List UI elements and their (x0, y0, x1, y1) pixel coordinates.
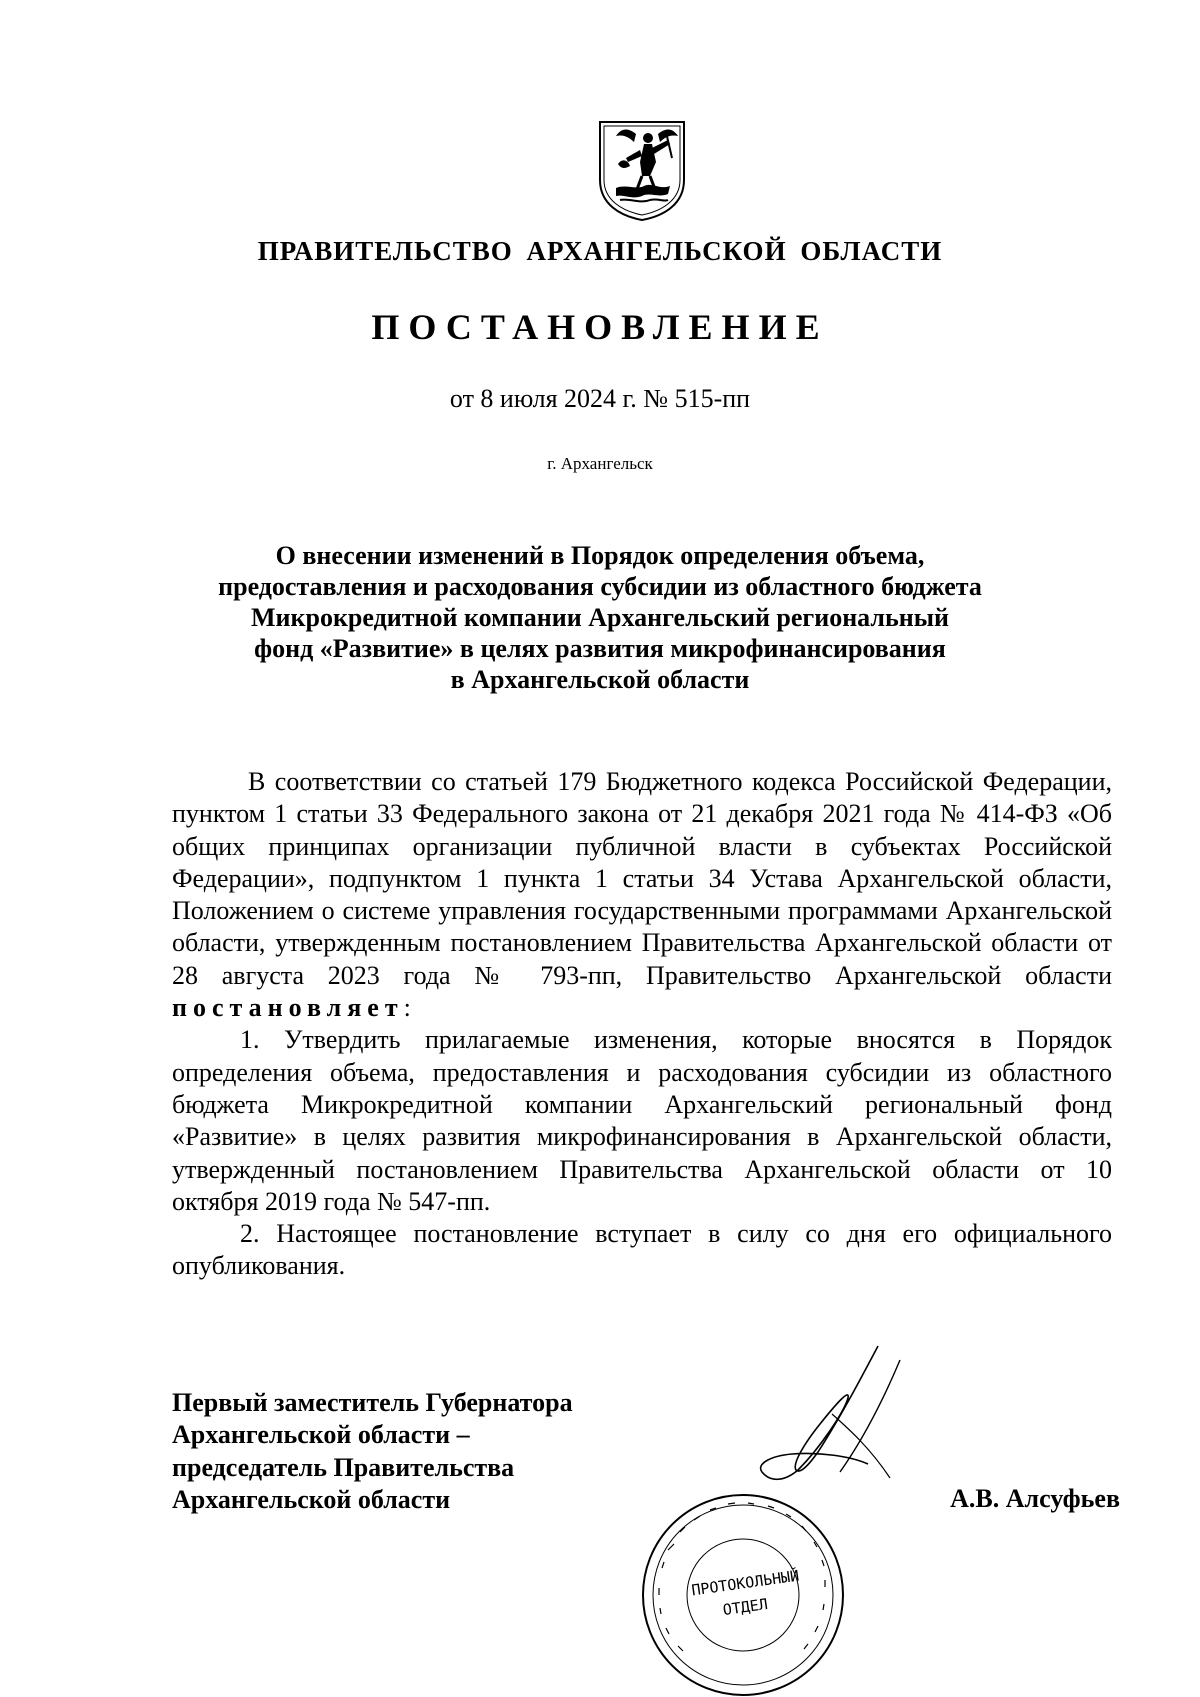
title-line: Микрокредитной компании Архангельский региональный (250, 603, 950, 632)
signer-position-line: Первый заместитель Губернатора (172, 1388, 573, 1417)
title-line: фонд «Развитие» в целях развития микрофинансирования (254, 634, 946, 663)
signer-position-line: Архангельской области (172, 1484, 451, 1514)
document-city: г. Архангельск (547, 454, 653, 473)
stamp-text-line: ПРОТОКОЛЬНЫЙ (690, 1566, 801, 1600)
title-line: О внесении изменений в Порядок определения объема, (275, 541, 925, 570)
signer-position-line: председатель Правительства (172, 1452, 515, 1482)
arkhangelsk-coat-of-arms-icon (596, 118, 688, 222)
title-line: в Архангельской области (450, 665, 750, 694)
decree-word: постановляет (172, 993, 404, 1023)
document-body (172, 766, 1112, 1283)
document-type: ПОСТАНОВЛЕНИЕ (371, 307, 829, 347)
handwritten-signature-icon (700, 1340, 920, 1500)
title-line: предоставления и расходования субсидии из областного бюджета (218, 572, 982, 601)
signer-name: А.В. Алсуфьев (950, 1484, 1120, 1513)
stamp-text-line: ОТДЕЛ (721, 1594, 769, 1620)
decree-item: 2. Настоящее постановление вступает в силу со дня его официального опубликования. (172, 1219, 1112, 1281)
signer-position-line: Архангельской области – (172, 1420, 470, 1450)
preamble-paragraph (172, 766, 1112, 1024)
document-title (170, 540, 1030, 695)
round-seal-stamp-icon (628, 1480, 858, 1697)
decree-colon: : (403, 993, 411, 1023)
decree-item: 1. Утвердить прилагаемые изменения, которые вносятся в Порядок определения объема, предоставления и расходования субсидии из областного бюджета Микрокредитной компании Архангельский региональный фонд «Развитие» в целях развития микрофинансирования в Архангельской области, утвержденный постановлением Правительства Архангельской области от 10 октября 2019 года № 547-пп. (172, 1025, 1112, 1216)
preamble-text: В соответствии со статьей 179 Бюджетного кодекса Российской Федерации, пунктом 1 статьи 33 Федерального закона от 21 декабря 2021 года № 414-ФЗ «Об общих принципах организации публичной власти в субъектах Российской Федерации», подпунктом 1 пункта 1 статьи 34 Устава Архангельской области, Положением о системе управления государственными программами Архангельской области, утвержденным постановлением Правительства Архангельской области от 28 августа 2023 года № 793-пп, Правительство Архангельской области (172, 767, 1112, 990)
signer-position (172, 1387, 672, 1516)
document-date-number: от 8 июля 2024 г. № 515-пп (449, 384, 751, 413)
organization-name: ПРАВИТЕЛЬСТВО АРХАНГЕЛЬСКОЙ ОБЛАСТИ (257, 236, 943, 266)
